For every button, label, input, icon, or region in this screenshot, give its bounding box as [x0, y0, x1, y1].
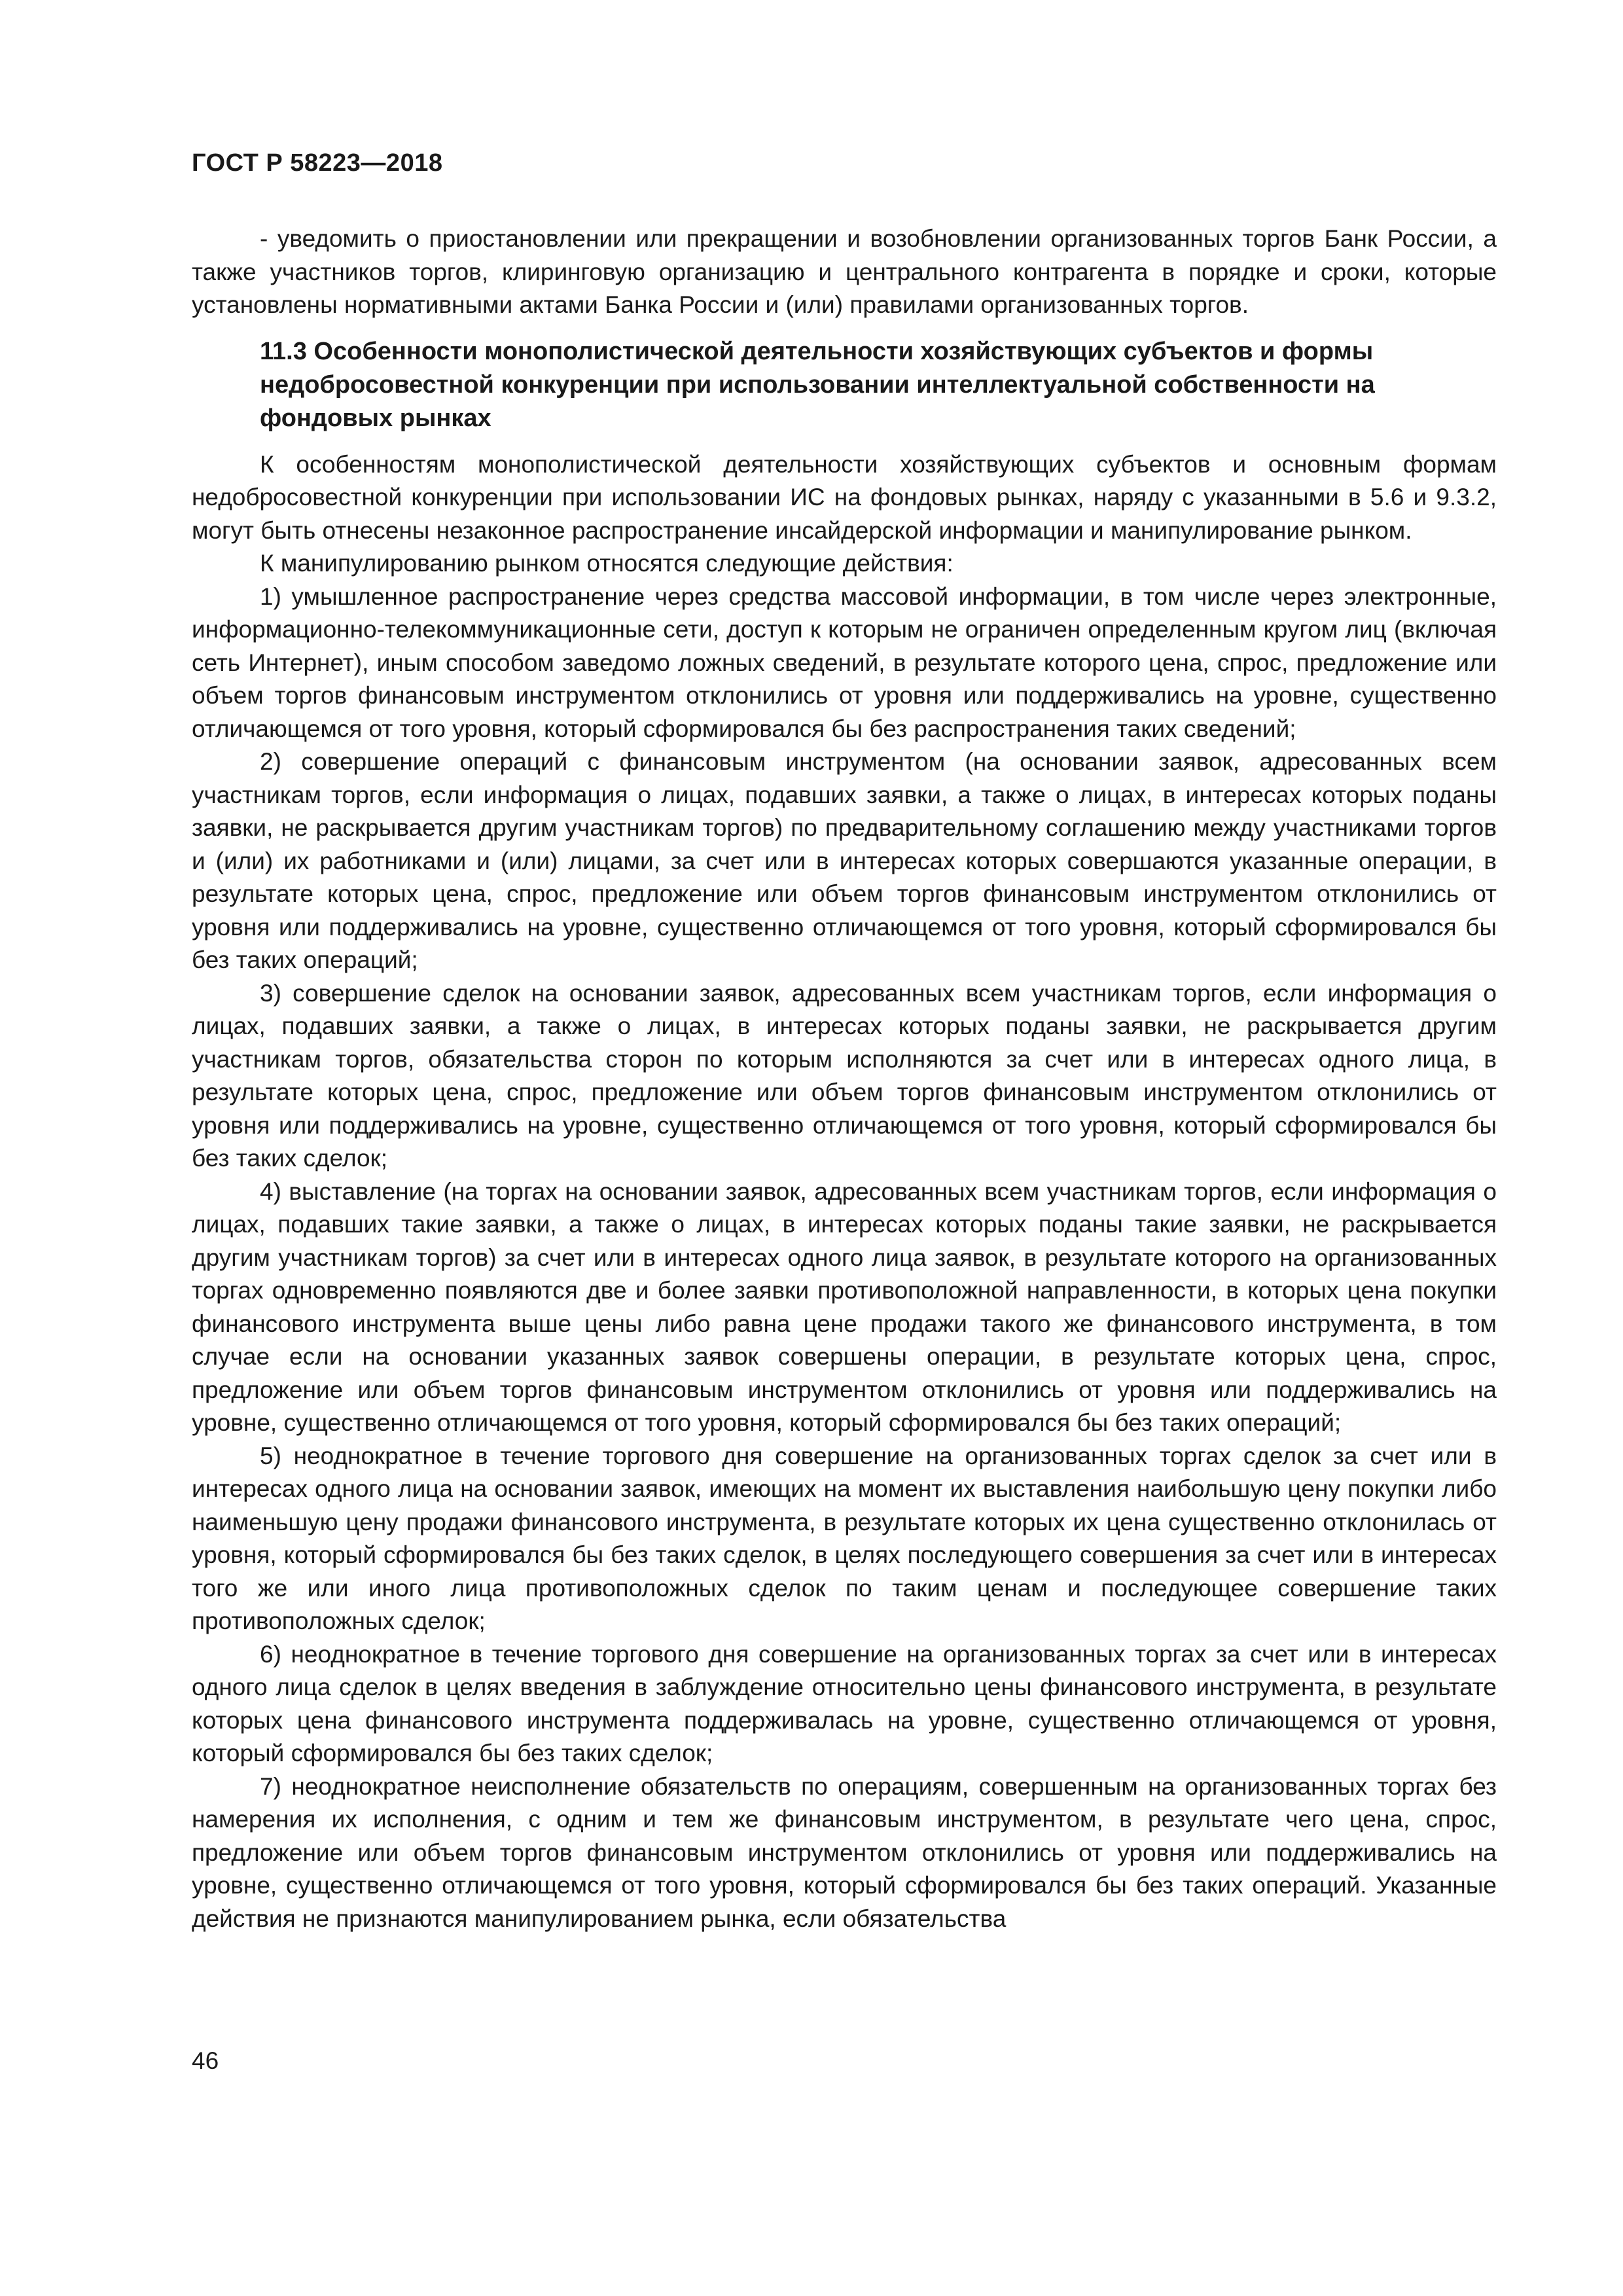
page-body [192, 223, 1497, 1935]
page-number: 46 [192, 2047, 219, 2074]
list-item-7: 7) неоднократное неисполнение обязательств по операциям, совершенным на организованных торгах без намерения их исполнения, с одним и тем же финансовым инструментом, в результате чего цена, спрос, предложение или объем торгов финансовым инструментом отклонились от уровня или поддерживались на уровне, существенно отличающемся от того уровня, который сформировался бы без таких операций. Указанные действия не признаются манипулированием рынка, если обязательства [192, 1772, 1497, 1932]
list-item-1: 1) умышленное распространение через средства массовой информации, в том числе через электронные, информационно-телекоммуникационные сети, доступ к которым не ограничен определенным кругом лиц (включая сеть Интернет), иным способом заведомо ложных сведений, в результате которого цена, спрос, предложение или объем торгов финансовым инструментом отклонились от уровня или поддерживались на уровне, существенно отличающемся от того уровня, который сформировался бы без распространения таких сведений; [192, 583, 1497, 742]
list-item-6: 6) неоднократное в течение торгового дня совершение на организованных торгах за счет или в интересах одного лица сделок в целях введения в заблуждение относительно цены финансового инструмента, в результате которых цена финансового инструмента поддерживалась на уровне, существенно отличающемся от уровня, который сформировался бы без таких сделок; [192, 1640, 1497, 1767]
list-item-2: 2) совершение операций с финансовым инструментом (на основании заявок, адресованных всем участникам торгов, если информация о лицах, подавших заявки, а также о лицах, в интересах которых поданы заявки, не раскрывается другим участникам торгов) по предварительному соглашению между участниками торгов и (или) их работниками и (или) лицами, за счет или в интересах которых совершаются указанные операции, в результате которых цена, спрос, предложение или объем торгов финансовым инструментом отклонились от уровня или поддерживались на уровне, существенно отличающемся от того уровня, который сформировался бы без таких операций; [192, 748, 1497, 973]
section-paragraph-lead: К манипулированию рынком относятся следующие действия: [260, 550, 954, 577]
list-item-4: 4) выставление (на торгах на основании заявок, адресованных всем участникам торгов, если информация о лицах, подавших такие заявки, а также о лицах, в интересах которых поданы такие заявки, не раскрывается другим участникам торгов) за счет или в интересах одного лица заявок, в результате которого на организованных торгах одновременно появляются две и более заявки противоположной направленности, в которых цена покупки финансового инструмента выше цены либо равна цене продажи такого же финансового инструмента, в том случае если на основании указанных заявок совершены операции, в результате которых цена, спрос, предложение или объем торгов финансовым инструментом отклонились от уровня или поддерживались на уровне, существенно отличающемся от того уровня, который сформировался бы без таких операций; [192, 1177, 1497, 1436]
document-header: ГОСТ Р 58223—2018 [192, 149, 443, 177]
list-item-3: 3) совершение сделок на основании заявок, адресованных всем участникам торгов, если информация о лицах, подавших заявки, а также о лицах, в интересах которых поданы заявки, не раскрывается другим участникам торгов, обязательства сторон по которым исполняются за счет или в интересах одного лица, в результате которых цена, спрос, предложение или объем торгов финансовым инструментом отклонились от уровня или поддерживались на уровне, существенно отличающемся от того уровня, который сформировался бы без таких сделок; [192, 979, 1497, 1172]
list-item-5: 5) неоднократное в течение торгового дня совершение на организованных торгах сделок за счет или в интересах одного лица на основании заявок, имеющих на момент их выставления наибольшую цену покупки либо наименьшую цену продажи финансового инструмента, в результате которых их цена существенно отклонилась от уровня, который сформировался бы без таких сделок, в целях последующего совершения за счет или в интересах того же или иного лица противоположных сделок по таким ценам и последующее совершение таких противоположных сделок; [192, 1442, 1497, 1634]
intro-paragraph: - уведомить о приостановлении или прекращении и возобновлении организованных торгов Банк России, а также участников торгов, клиринговую организацию и центрального контрагента в порядке и сроки, которые установлены нормативными актами Банка России и (или) правилами организованных торгов. [192, 225, 1497, 318]
section-paragraph-intro: К особенностям монополистической деятельности хозяйствующих субъектов и основным формам недобросовестной конкуренции при использовании ИС на фондовых рынках, наряду с указанными в 5.6 и 9.3.2, могут быть отнесены незаконное распространение инсайдерской информации и манипулирование рынком. [192, 450, 1497, 544]
section-heading: 11.3 Особенности монополистической деятельности хозяйствующих субъектов и формы недобросовестной конкуренции при использовании интеллектуальной собственности на фондовых рынках [260, 337, 1375, 432]
